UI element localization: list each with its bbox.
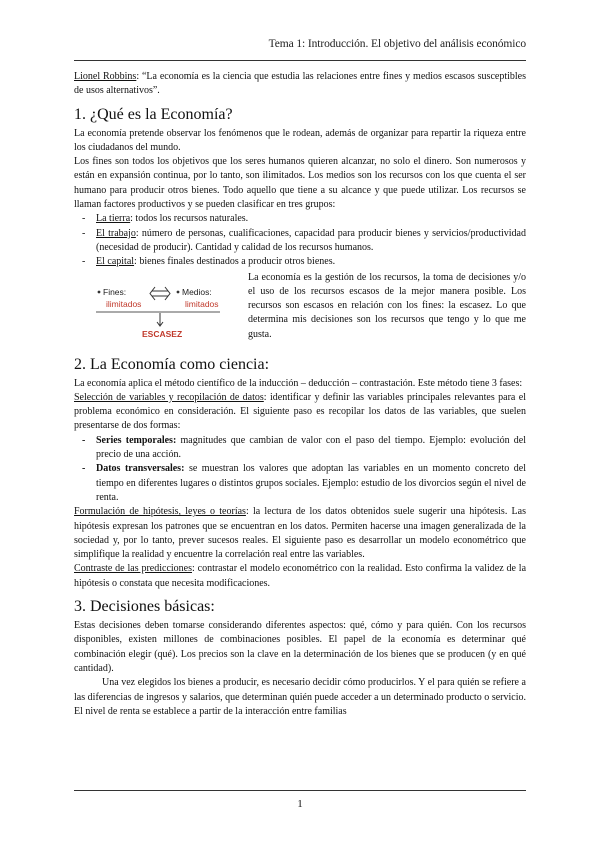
page-header: Tema 1: Introducción. El objetivo del análisis económico [268,38,526,50]
list-item: - Datos transversales: se muestran los valores que adoptan las variables en un momento concreto del tiempo en diferentes lugares o distintos grupos sociales. Ejemplo: estudio de los divorcios según el nivel de renta. [74,462,526,505]
quote-text: : “La economía es la ciencia que estudia las relaciones entre fines y medios escasos susceptibles de usos alternativos”. [74,71,526,97]
factors-list [74,212,526,269]
down-arrow-icon [157,313,163,326]
fines-value: ilimitados [106,298,142,309]
quote-author: Lionel Robbins [74,71,137,82]
method-step-3: Contraste de las predicciones: contrastar el modelo econométrico con la realidad. Esto confirma la validez de la hipótesis o constata que necesita modificaciones. [74,563,527,589]
list-item: - El trabajo: número de personas, cualificaciones, capacidad para producir bienes y servicios/productividad (necesidad de producir). Cantidad y calidad de los recursos humanos. [74,227,526,256]
section-1-paragraph-3: La economía es la gestión de los recursos, la toma de decisiones y/o el uso de los recursos escasos de la mejor manera posible. Los recursos son escasos en relación con los fines: la escasez. Lo que determina mis decisiones son los recursos que tengo y lo que me gusta. [248,271,526,340]
method-step-2: Formulación de hipótesis, leyes o teorías: la lectura de los datos obtenidos suele sugerir una hipótesis. Las hipótesis expresan los patrones que se encuentran en los datos. Permiten hacerse una imagen generalizada de la sociedad y, por lo tanto, prever sucesos reales. El siguiente paso es desarrollar un modelo econométrico que simplifique la realidad y encuentre la correlación real entre las variables. [74,506,526,561]
list-item: - La tierra: todos los recursos naturales. [74,212,526,226]
scarcity-block [74,271,526,349]
page-content [74,70,526,719]
list-item: - El capital: bienes finales destinados a producir otros bienes. [74,255,526,269]
footer-rule [74,790,526,791]
list-item: - Series temporales: magnitudes que cambian de valor con el paso del tiempo. Ejemplo: evolución del precio de una acción. [74,434,526,463]
scarcity-diagram [74,271,244,349]
section-3-paragraph-1: Estas decisiones deben tomarse considerando diferentes aspectos: qué, cómo y para quién. Con los recursos disponibles, existen millones de combinaciones posibles. El papel de la economía es determinar qué combinación elegir (qué). Los precios son la clave en la determinación de los bienes que se producen (y en qué cantidad). [74,620,526,674]
page-number: 1 [297,798,303,810]
medios-value: limitados [185,298,219,309]
method-step-1: Selección de variables y recopilación de datos: identificar y definir las variables principales relevantes para el problema económico en consideración. El siguiente paso es recopilar los datos de las variables, que suelen presentarse de dos formas: [74,391,526,432]
double-arrow-icon [150,287,170,300]
section-1-heading: 1. ¿Qué es la Economía? [74,105,233,123]
section-3-paragraph-2: Una vez elegidos los bienes a producir, es necesario decidir cómo producirlos. Y el para quién se refiere a las diferencias de ingresos y salarios, que determinan quién puede acceder a un determinado producto o servicio. El nivel de renta se establece a partir de la interacción entre familias [74,677,526,717]
medios-label: Medios: [182,286,212,297]
section-2-heading: 2. La Economía como ciencia: [74,355,270,373]
section-1-paragraph-2: Los fines son todos los objetivos que los seres humanos quieren alcanzar, no solo el dinero. Son numerosos y están en expansión continua, por lo tanto, son ilimitados. Los medios son los recursos con los que cuenta el ser humano para producir otros bienes. Todo aquello que tiene a su alcance y que puede utilizar. Los recursos se llaman factores productivos y se pueden clasificar en tres grupos: [74,156,526,211]
section-2-paragraph-1: La economía aplica el método científico de la inducción – deducción – contrastación. Este método tiene 3 fases: [74,377,523,389]
header-rule [74,60,526,61]
section-3-heading: 3. Decisiones básicas: [74,598,215,616]
fines-label: Fines: [103,286,127,297]
section-1-paragraph-1: La economía pretende observar los fenómenos que le rodean, además de organizar para repartir la riqueza entre los ciudadanos del mundo. [74,127,526,153]
data-types-list [74,434,526,505]
escasez-label: ESCASEZ [142,328,183,339]
robbins-quote [74,70,526,99]
